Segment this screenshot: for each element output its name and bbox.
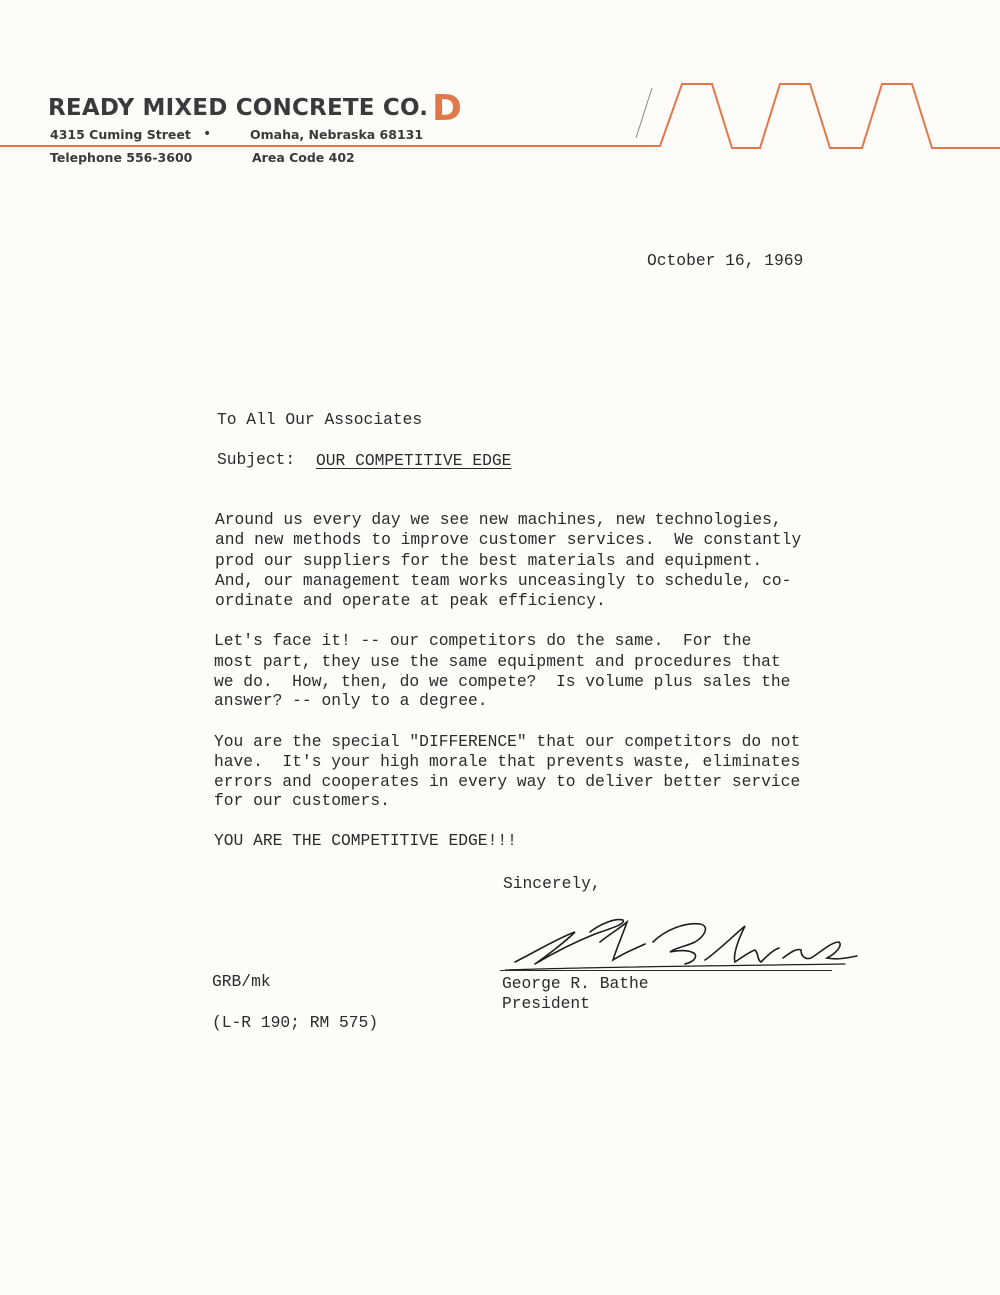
paragraph-line: answer? -- only to a degree. [214, 691, 488, 710]
paragraph-line: most part, they use the same equipment and procedures that [214, 652, 781, 671]
paragraph-line: we do. How, then, do we compete? Is volume plus sales the [214, 672, 791, 691]
signer-title: President [502, 994, 590, 1013]
paragraph-line: ordinate and operate at peak efficiency. [215, 591, 606, 610]
telephone: Telephone 556-3600 [50, 150, 193, 165]
paragraph-line: for our customers. [214, 791, 390, 810]
subject-label: Subject: [217, 450, 296, 469]
reference-code: (L-R 190; RM 575) [212, 1013, 379, 1032]
city-address: Omaha, Nebraska 68131 [250, 127, 424, 142]
area-code: Area Code 402 [252, 150, 355, 165]
recipient: To All Our Associates [217, 410, 423, 429]
valediction: Sincerely, [503, 874, 601, 893]
address-separator: • [203, 126, 212, 142]
subject-title: OUR COMPETITIVE EDGE [316, 451, 512, 470]
paragraph-line: errors and cooperates in every way to deliver better service [214, 772, 801, 791]
paragraph-line: And, our management team works unceasingly to schedule, co- [215, 571, 792, 590]
signature-rule [500, 970, 832, 971]
signer-name: George R. Bathe [502, 974, 649, 993]
closing-line: YOU ARE THE COMPETITIVE EDGE!!! [214, 831, 517, 850]
typist-initials: GRB/mk [212, 972, 271, 991]
paragraph-line: and new methods to improve customer services. We constantly [215, 530, 802, 549]
company-logo: D [432, 88, 462, 129]
street-address: 4315 Cuming Street [50, 127, 191, 142]
letter-date: October 16, 1969 [647, 251, 804, 270]
company-name: READY MIXED CONCRETE CO. [48, 95, 429, 121]
paragraph-line: You are the special "DIFFERENCE" that our competitors do not [214, 732, 801, 751]
paragraph-line: Around us every day we see new machines, new technologies, [215, 510, 782, 529]
paragraph-line: have. It's your high morale that prevents waste, eliminates [214, 752, 801, 771]
signature [505, 912, 865, 982]
paragraph-line: prod our suppliers for the best materials and equipment. [215, 551, 763, 570]
paragraph-line: Let's face it! -- our competitors do the same. For the [214, 631, 752, 650]
